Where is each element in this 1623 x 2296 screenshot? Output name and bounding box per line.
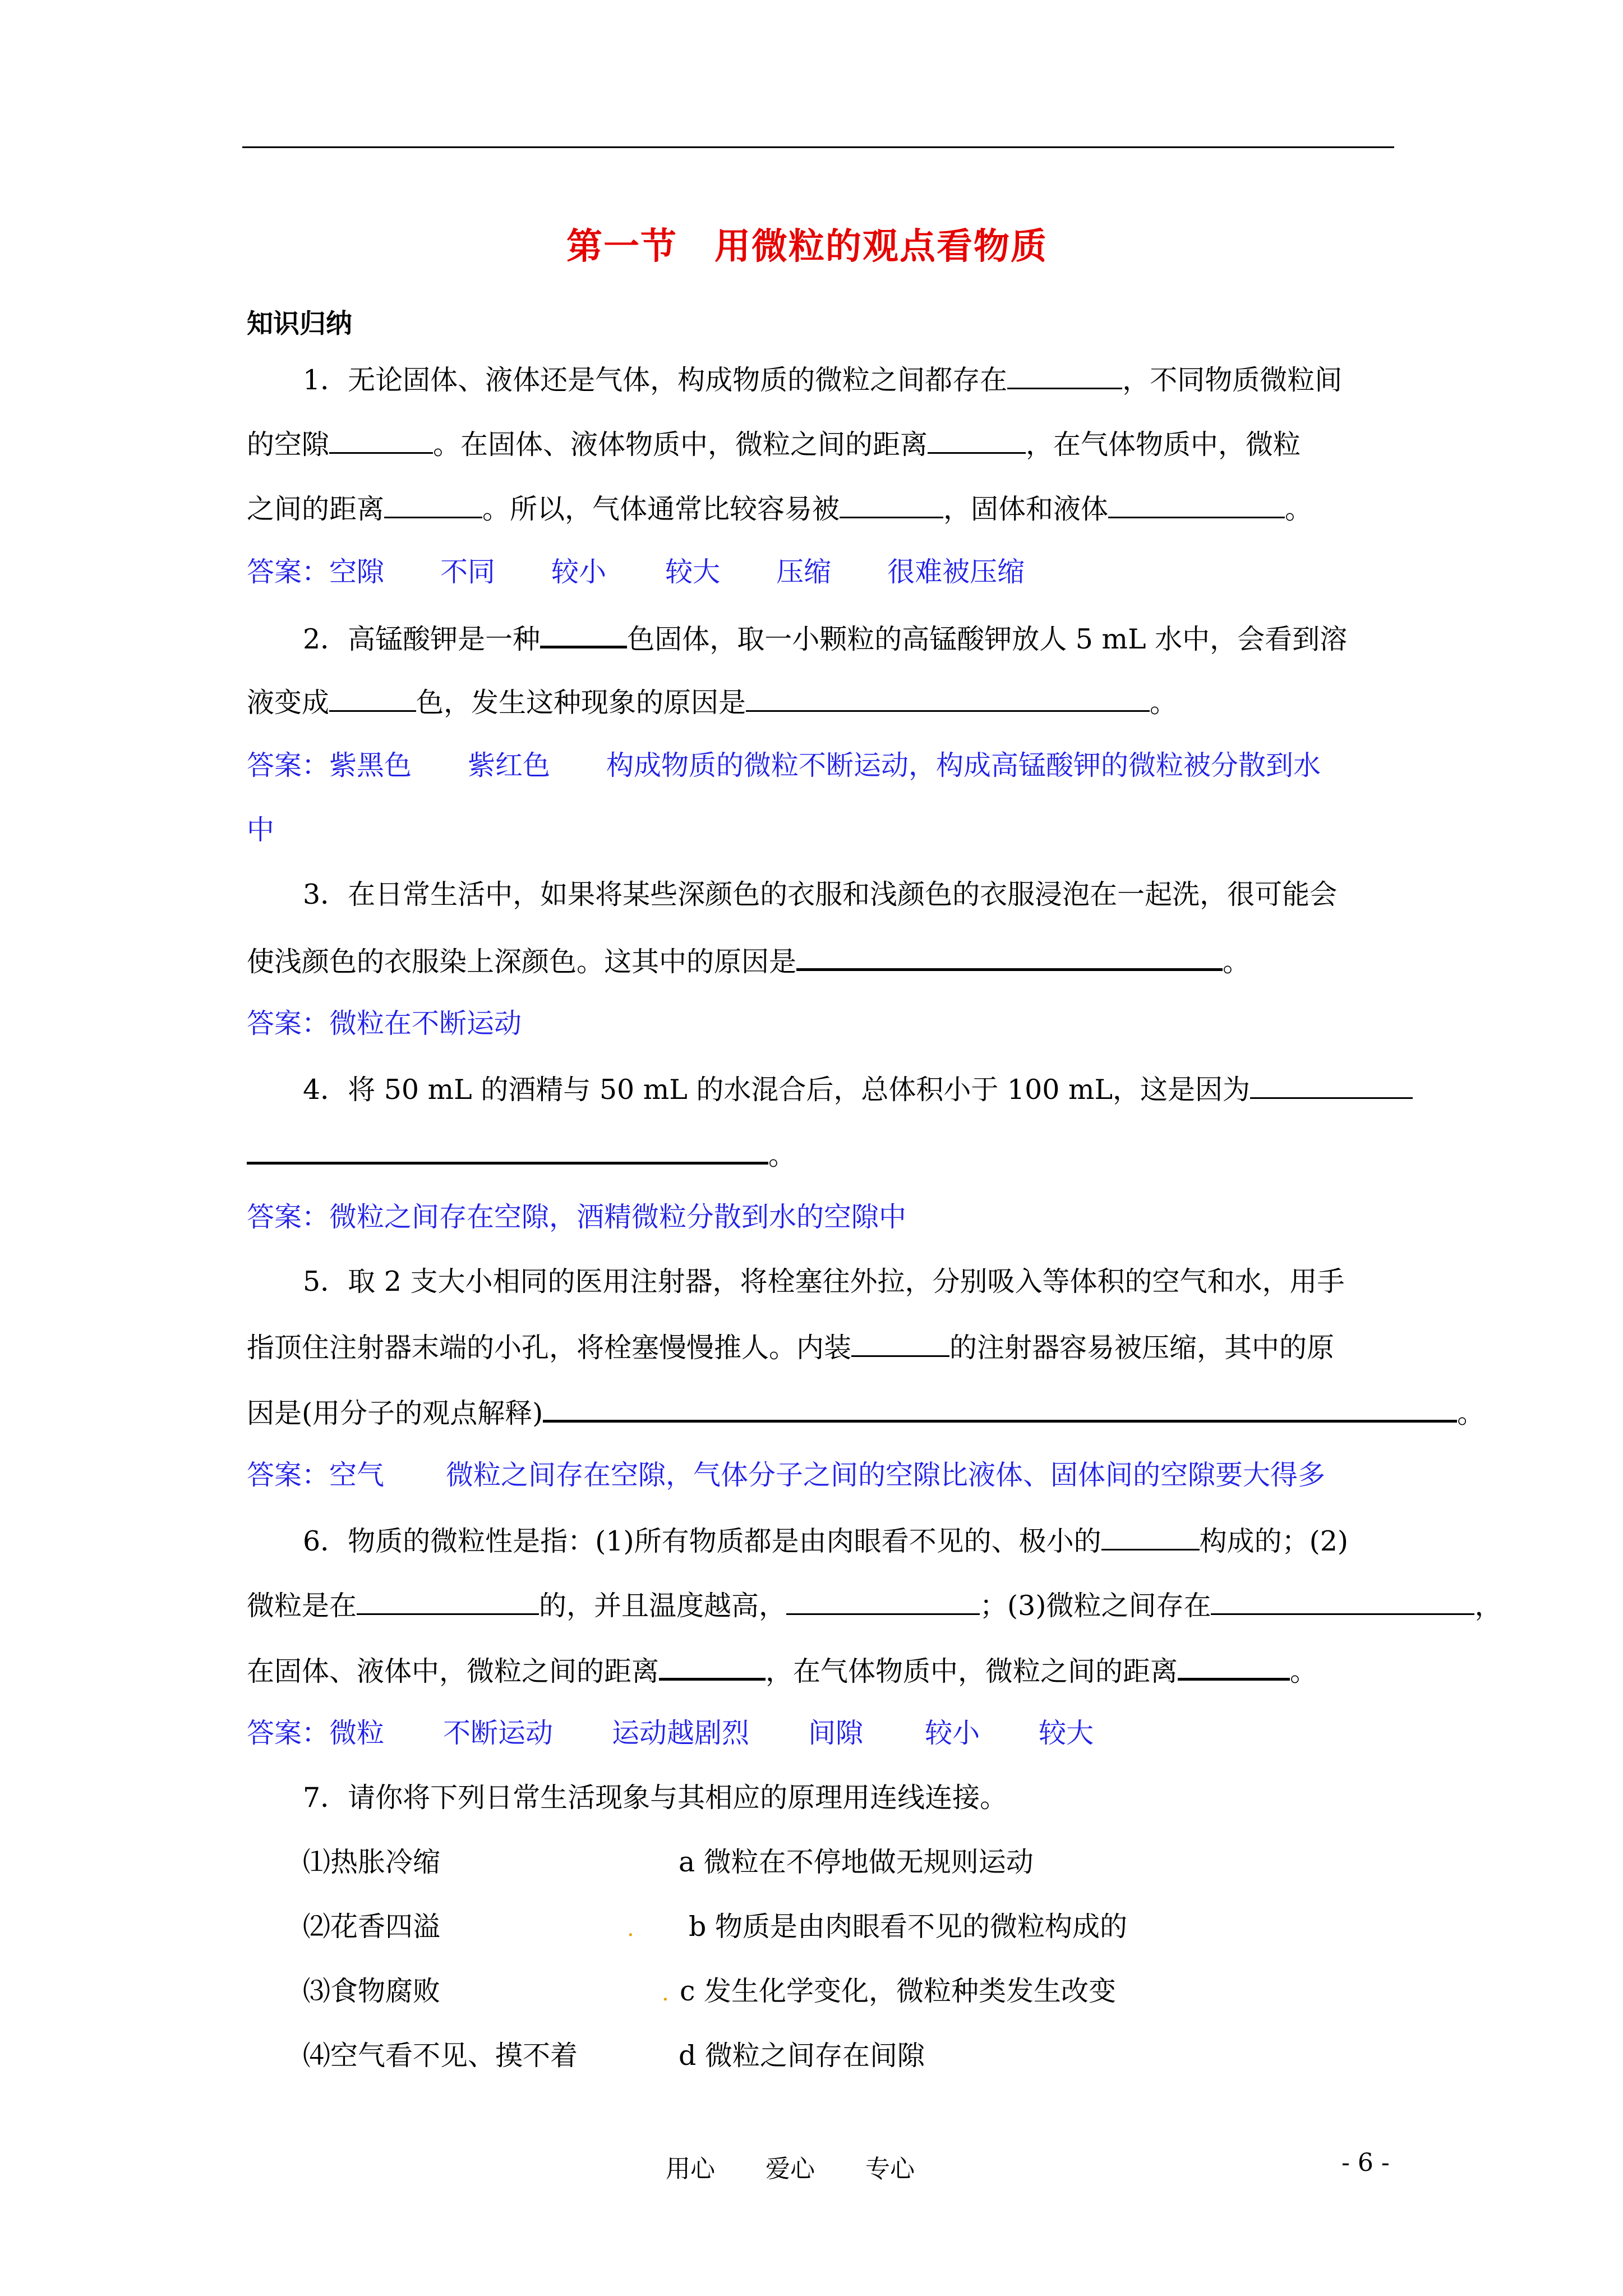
q3-answer: 答案：微粒在不断运动 xyxy=(247,1007,522,1039)
q2-line-1: 2．高锰酸钾是一种 色固体，取一小颗粒的高锰酸钾放人 5 mL 水中，会看到溶 xyxy=(303,620,1347,656)
q6-line-2: 微粒是在 的，并且温度越高， ；(3)微粒之间存在 ， xyxy=(247,1588,1502,1623)
q7-right-item: d 微粒之间存在间隙 xyxy=(679,2040,925,2072)
fill-blank[interactable] xyxy=(1007,362,1122,389)
q4-answer: 答案：微粒之间存在空隙，酒精微粒分散到水的空隙中 xyxy=(247,1201,907,1233)
fill-blank[interactable] xyxy=(329,684,416,712)
fill-blank[interactable] xyxy=(796,942,1223,971)
fill-blank[interactable] xyxy=(851,1329,949,1357)
q5-line-3: 因是(用分子的观点解释) 。 xyxy=(247,1394,1484,1430)
q5-answer: 答案：空气 微粒之间存在空隙，气体分子之间的空隙比液体、固体间的空隙要大得多 xyxy=(247,1459,1326,1491)
fill-blank[interactable] xyxy=(786,1588,980,1615)
fill-blank[interactable] xyxy=(329,426,433,454)
page-title: 第一节 用微粒的观点看物质 xyxy=(566,226,1048,268)
fill-blank[interactable] xyxy=(1211,1588,1474,1615)
q1-line-3: 之间的距离 。所以，气体通常比较容易被 ，固体和液体 。 xyxy=(247,491,1312,526)
header-rule xyxy=(242,146,1394,148)
fill-blank[interactable] xyxy=(1101,1523,1200,1550)
q5-line-2: 指顶住注射器末端的小孔，将栓塞慢慢推人。内装 的注射器容易被压缩，其中的原 xyxy=(247,1329,1334,1365)
fill-blank[interactable] xyxy=(928,426,1026,454)
q4-line-2: 。 xyxy=(247,1136,796,1172)
decorative-dot: . xyxy=(662,1980,669,2006)
decorative-dot: . xyxy=(627,1916,634,1941)
q5-line-1: 5．取 2 支大小相同的医用注射器，将栓塞往外拉，分别吸入等体积的空气和水，用手 xyxy=(303,1266,1345,1297)
fill-blank[interactable] xyxy=(543,1394,1457,1423)
fill-blank[interactable] xyxy=(247,1136,768,1165)
q2-line-2: 液变成 色，发生这种现象的原因是 。 xyxy=(247,684,1177,720)
q7-left-item: ⑶食物腐败 xyxy=(303,1975,441,2007)
fill-blank[interactable] xyxy=(1178,1652,1290,1681)
q3-line-1: 3．在日常生活中，如果将某些深颜色的衣服和浅颜色的衣服浸泡在一起洗，很可能会 xyxy=(303,878,1338,910)
q2-answer-cont: 中 xyxy=(247,814,275,846)
q7-left-item: ⑴热胀冷缩 xyxy=(303,1846,441,1878)
fill-blank[interactable] xyxy=(1108,491,1285,518)
q1-line-1: 1．无论固体、液体还是气体，构成物质的微粒之间都存在 ，不同物质微粒间 xyxy=(303,362,1342,397)
q7-left-item: ⑵花香四溢 xyxy=(303,1911,441,1943)
q6-line-1: 6．物质的微粒性是指：(1)所有物质都是由肉眼看不见的、极小的 构成的；(2) xyxy=(303,1523,1348,1558)
q7-right-item: b 物质是由肉眼看不见的微粒构成的 xyxy=(689,1911,1127,1943)
q4-line-1: 4．将 50 mL 的酒精与 50 mL 的水混合后，总体积小于 100 mL，这是因为 xyxy=(303,1071,1413,1107)
q7-left-item: ⑷空气看不见、摸不着 xyxy=(303,2040,578,2072)
q3-line-2: 使浅颜色的衣服染上深颜色。这其中的原因是 。 xyxy=(247,942,1250,979)
q6-answer: 答案：微粒 不断运动 运动越剧烈 间隙 较小 较大 xyxy=(247,1717,1094,1749)
q7-right-item: a 微粒在不停地做无规则运动 xyxy=(679,1846,1034,1878)
fill-blank[interactable] xyxy=(840,491,943,518)
fill-blank[interactable] xyxy=(540,620,627,648)
q7-right-item: c 发生化学变化，微粒种类发生改变 xyxy=(680,1975,1117,2007)
q7-intro: 7．请你将下列日常生活现象与其相应的原理用连线连接。 xyxy=(303,1782,1008,1814)
page-number: - 6 - xyxy=(1341,2148,1390,2177)
q1-line-2: 的空隙 。在固体、液体物质中，微粒之间的距离 ，在气体物质中，微粒 xyxy=(247,426,1301,462)
fill-blank[interactable] xyxy=(746,684,1150,712)
footer-motto: 用心 爱心 专心 xyxy=(666,2155,915,2183)
fill-blank[interactable] xyxy=(659,1652,766,1681)
q2-answer: 答案：紫黑色 紫红色 构成物质的微粒不断运动，构成高锰酸钾的微粒被分散到水 xyxy=(247,749,1321,781)
q1-answer: 答案：空隙 不同 较小 较大 压缩 很难被压缩 xyxy=(247,556,1025,588)
fill-blank[interactable] xyxy=(1250,1071,1413,1099)
fill-blank[interactable] xyxy=(384,491,482,518)
section-heading: 知识归纳 xyxy=(247,309,352,339)
fill-blank[interactable] xyxy=(357,1588,539,1615)
q6-line-3: 在固体、液体中，微粒之间的距离 ，在气体物质中，微粒之间的距离 。 xyxy=(247,1652,1317,1688)
